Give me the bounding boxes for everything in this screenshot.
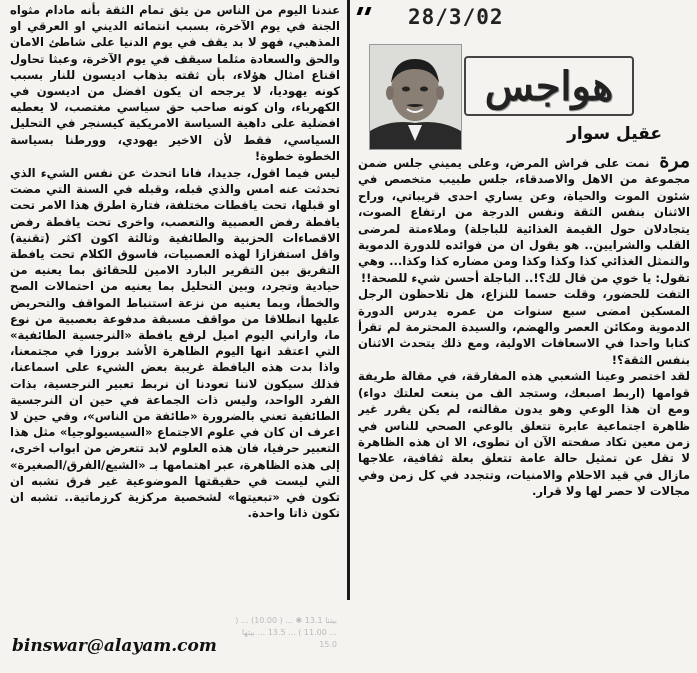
right-paragraph-3: لقد اختصر وعينا الشعبي هذه المفارقة، في مقالة طريفة قوامها (اربط اصبعك، وستجد الف من ينعت لعلتك دواء) ومع ان هذا الوعي وهو يدون مقالته، لم يكن يقرر غير ظاهرة اجتماعية عابرة تتعلق بالوعي الصحي للناس في زمن معين تكاد صفحته الآن ان تطوى، الا ان هذه الظاهرة لا تقل عن تمثيل حالة عامة تتعلق بعلة ثقافية، علاجها مازال في قيد الاحلام والامنيات، وتتجدد في كل زمن وفي مجالات لا حصر لها ولا قرار. xyxy=(358,369,690,499)
author-photo xyxy=(369,44,462,150)
left-column-text xyxy=(10,2,340,642)
lead-word: مرة xyxy=(659,153,690,172)
right-column-text xyxy=(358,153,690,591)
issue-date: 28/3/02 xyxy=(408,5,504,29)
left-paragraph-2: ليس فيما اقول، جديدا، فانا اتحدث عن نفس الشيء الذي تحدثت عنه امس والذي قبله، وقبله في السنة التي مضت او قبلها، تحت يافطات مختلفة، فتارة اطرق هذا الامر تحت يافطة رفض العصبية والتعصب، واخرى تحت يافطة رفض الاقصاءات الحزبية والطائفية وثالثة اكون اكثر (تقنية) واقل استفزازا لهذه العصبيات، فاسوق الكلام تحت يافطة التفريق بين التقرير البارد الامين للحقائق بما يعنيه من حيادية وتجرد، وبين التحليل بما يعنيه من احتمالات الصح والخطأ، وبما يعنيه من نزعة استنباط المواقف والتحريض عليها انطلاقا من مواقف مسبقة مدفوعة بعصبية من نوع ما، واراني اليوم اميل لرفع يافطة «النرجسية الطائفية» التي اعتقد انها اليوم الظاهرة الأشد بروزا في مجتمعنا، واذا بدت هذه اليافطة غريبة بعض الشيء على اسماعنا، فذلك سيكون لاننا تعودنا ان نربط تعبير النرجسية، بذات الفرد الواحد، وليس ذات الجماعة في حين ان النرجسية الطائفية تعني بالضرورة «طائفة من الناس»، وفي حين لا اعرف ان كان في علوم الاجتماع «السيسيولوجيا» مثل هذا التعبير حرفيا، فان هذه العلوم لابد تتعرض من ابواب اخرى، إلى هذه الظاهرة، عبر اهتمامها بـ «الشيع/الفرق/الصغيرة» التي ليست في حقيقتها الموضوعية غير فرق تشبه ان تكون في «تبعيتها» لشخصية مركزية كرزماتية.. تشبه ان تكون ذاتا واحدة. xyxy=(10,166,340,521)
author-email: binswar@alayam.com xyxy=(12,636,217,656)
right-paragraph-1 xyxy=(358,153,690,286)
right-paragraph-2: التفت للحضور، وقلت حسما للنزاع، هل تلاحظون الرجل المسكين امضى سبع سنوات من عمره يدرس الدورة الدموية ومكائن العصر والهضم، والسيدة المحترمة لم تقرأ كتابا واحدا في الاسعافات الاولية، ومع ذلك يتحدث الاثنان بنفس الثقة؟! xyxy=(358,287,690,367)
author-portrait-icon xyxy=(370,45,461,149)
column-title: هواجس xyxy=(464,56,634,116)
masthead-marks-icon xyxy=(358,0,388,6)
bleed-through-text: بيتنا 13.1 ✱ ... ( 10.00) ... ( ... 11.00 ) ... 13.5 ... بيتها 15.0 xyxy=(235,616,337,649)
left-paragraph-1: عندنا اليوم من الناس من يثق تمام الثقة بأنه مادام مثواه الجنة في يوم الآخرة، بسبب انتمائه الديني او العرقي او المذهبي، فهو لا بد يقف في يوم الدنيا على شاطئ الامان والحق والسعادة مثلما سيقف في يوم الآخرة، وعبثا تحاول اقناع امثال هؤلاء، بأن ثقته بذهاب اديسون للنار بسبب كونه يهوديا، لا يرجحه ان يكون افضل من اديسون في الكهرباء، وان كونه صاحب حق سياسي مغتصب، لا يعطيه افضلية على داهية السياسة الامريكية كيسنجر في التحليل السياسي، فقط لأن الاخير يهودي، وورطنا بسياسة الخطوة خطوة! xyxy=(10,3,340,163)
right-paragraph-1-text: نمت على فراش المرض، وعلى يميني جلس ضمن مجموعة من الاهل والاصدقاء، جلس طبيب متخصص في شئون الموت والحياة، وعن يساري احدى قريباتي، وراح الاثنان بنفس الثقة ونفس الدرجة من ارتفاع الصوت، يتجادلان حول القيمة الغذائية للباجلة) وملاءمتة لمرضى القلب والشرايين.. هو يقول ان من فوائده للدورة الدموية والتمثل الغذائي كذا وكذا وكذا ومن مضاره كذا وكذا... وهي تقول: يا خوي من قال لك؟!.. الباجلة أحسن شيء للصحة!! xyxy=(358,156,690,285)
column-divider xyxy=(347,0,350,600)
author-name: عقيل سوار xyxy=(567,124,662,144)
right-column xyxy=(352,0,697,673)
